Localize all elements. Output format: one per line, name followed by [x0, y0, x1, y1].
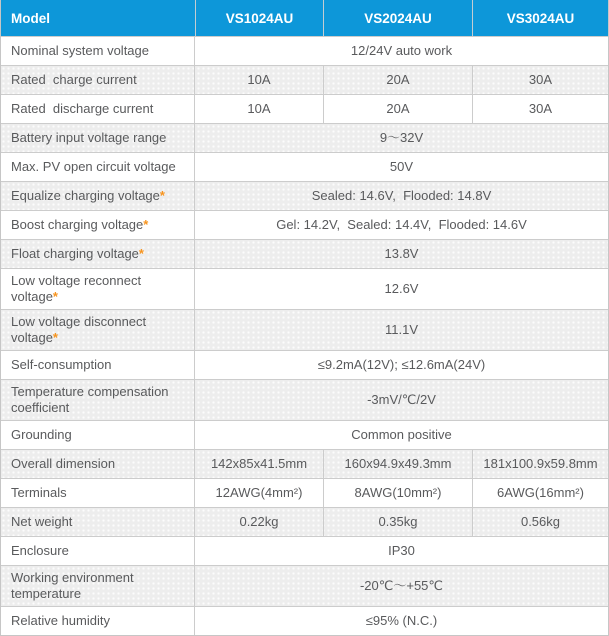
row-label: Low voltage reconnect voltage* [1, 269, 195, 309]
row-label: Working environment temperature [1, 566, 195, 606]
row-value-vs1024au: 10A [247, 101, 271, 116]
table-row-temperature-compensation-coefficient [1, 379, 608, 420]
row-value: ≤95% (N.C.) [365, 613, 438, 628]
table-row-battery-input-voltage-range [1, 123, 608, 152]
row-label: Rated charge current [1, 66, 195, 94]
table-row-max-pv-open-circuit-voltage [1, 152, 608, 181]
row-value: 50V [389, 159, 414, 174]
row-value-vs2024au: 8AWG(10mm²) [323, 479, 472, 507]
table-row-equalize-charging-voltage [1, 181, 608, 210]
row-label: Battery input voltage range [1, 124, 195, 152]
row-label: Boost charging voltage* [1, 211, 195, 239]
required-asterisk: * [159, 188, 165, 203]
table-row-low-voltage-reconnect-voltage [1, 268, 608, 309]
row-label: Max. PV open circuit voltage [1, 153, 195, 181]
row-label: Net weight [1, 508, 195, 536]
row-value: 12.6V [384, 281, 419, 296]
header-column-vs2024au: VS2024AU [323, 0, 472, 36]
table-row-boost-charging-voltage [1, 210, 608, 239]
row-value-vs2024au: 20A [323, 66, 472, 94]
table-row-grounding [1, 420, 608, 449]
row-label: Float charging voltage* [1, 240, 195, 268]
row-label: Low voltage disconnect voltage* [1, 310, 195, 350]
row-value: Gel: 14.2V, Sealed: 14.4V, Flooded: 14.6V [276, 217, 527, 232]
table-row-rated-discharge-current [1, 94, 608, 123]
row-label: Self-consumption [1, 351, 195, 379]
table-row-net-weight [1, 507, 608, 536]
table-row-overall-dimension [1, 449, 608, 478]
row-label: Enclosure [1, 537, 195, 565]
table-row-nominal-system-voltage [1, 36, 608, 65]
table-body [1, 36, 608, 635]
row-value-vs1024au: 10A [247, 72, 271, 87]
row-value-vs1024au: 142x85x41.5mm [210, 456, 308, 471]
row-value-vs3024au: 0.56kg [472, 508, 608, 536]
row-value-vs2024au: 160x94.9x49.3mm [323, 450, 472, 478]
row-label: Terminals [1, 479, 195, 507]
required-asterisk: * [143, 217, 149, 232]
header-column-vs1024au: VS1024AU [195, 0, 323, 36]
required-asterisk: * [138, 246, 144, 261]
row-value-vs2024au: 0.35kg [323, 508, 472, 536]
row-label: Equalize charging voltage* [1, 182, 195, 210]
required-asterisk: * [52, 330, 58, 345]
row-label: Rated discharge current [1, 95, 195, 123]
row-value: 9～32V [379, 130, 424, 145]
row-value: 12/24V auto work [350, 43, 453, 58]
row-label: Grounding [1, 421, 195, 449]
row-value: Common positive [351, 427, 452, 442]
table-row-rated-charge-current [1, 65, 608, 94]
row-value: -3mV/℃/2V [367, 392, 436, 407]
row-label: Relative humidity [1, 607, 195, 635]
row-value: IP30 [388, 543, 415, 558]
row-value-vs1024au: 0.22kg [239, 514, 279, 529]
table-row-working-environment-temperature [1, 565, 608, 606]
row-value-vs1024au: 12AWG(4mm²) [215, 485, 303, 500]
row-value-vs3024au: 6AWG(16mm²) [472, 479, 608, 507]
table-row-float-charging-voltage [1, 239, 608, 268]
row-value-vs3024au: 30A [472, 66, 608, 94]
table-row-low-voltage-disconnect-voltage [1, 309, 608, 350]
table-row-relative-humidity [1, 606, 608, 635]
table-header-row [1, 0, 608, 36]
row-label: Overall dimension [1, 450, 195, 478]
header-model-label: Model [11, 10, 50, 26]
table-row-self-consumption [1, 350, 608, 379]
row-value-vs2024au: 20A [323, 95, 472, 123]
row-value: 11.1V [384, 322, 418, 337]
header-column-vs3024au: VS3024AU [472, 0, 608, 36]
row-value: Sealed: 14.6V, Flooded: 14.8V [311, 188, 492, 203]
table-row-terminals [1, 478, 608, 507]
row-value-vs3024au: 181x100.9x59.8mm [472, 450, 608, 478]
row-value: ≤9.2mA(12V); ≤12.6mA(24V) [317, 357, 486, 372]
table-row-enclosure [1, 536, 608, 565]
row-label: Temperature compensation coefficient [1, 380, 195, 420]
row-value: -20℃～+55℃ [359, 578, 444, 593]
row-value-vs3024au: 30A [472, 95, 608, 123]
row-label: Nominal system voltage [1, 37, 195, 65]
row-value: 13.8V [384, 246, 419, 261]
required-asterisk: * [52, 289, 58, 304]
